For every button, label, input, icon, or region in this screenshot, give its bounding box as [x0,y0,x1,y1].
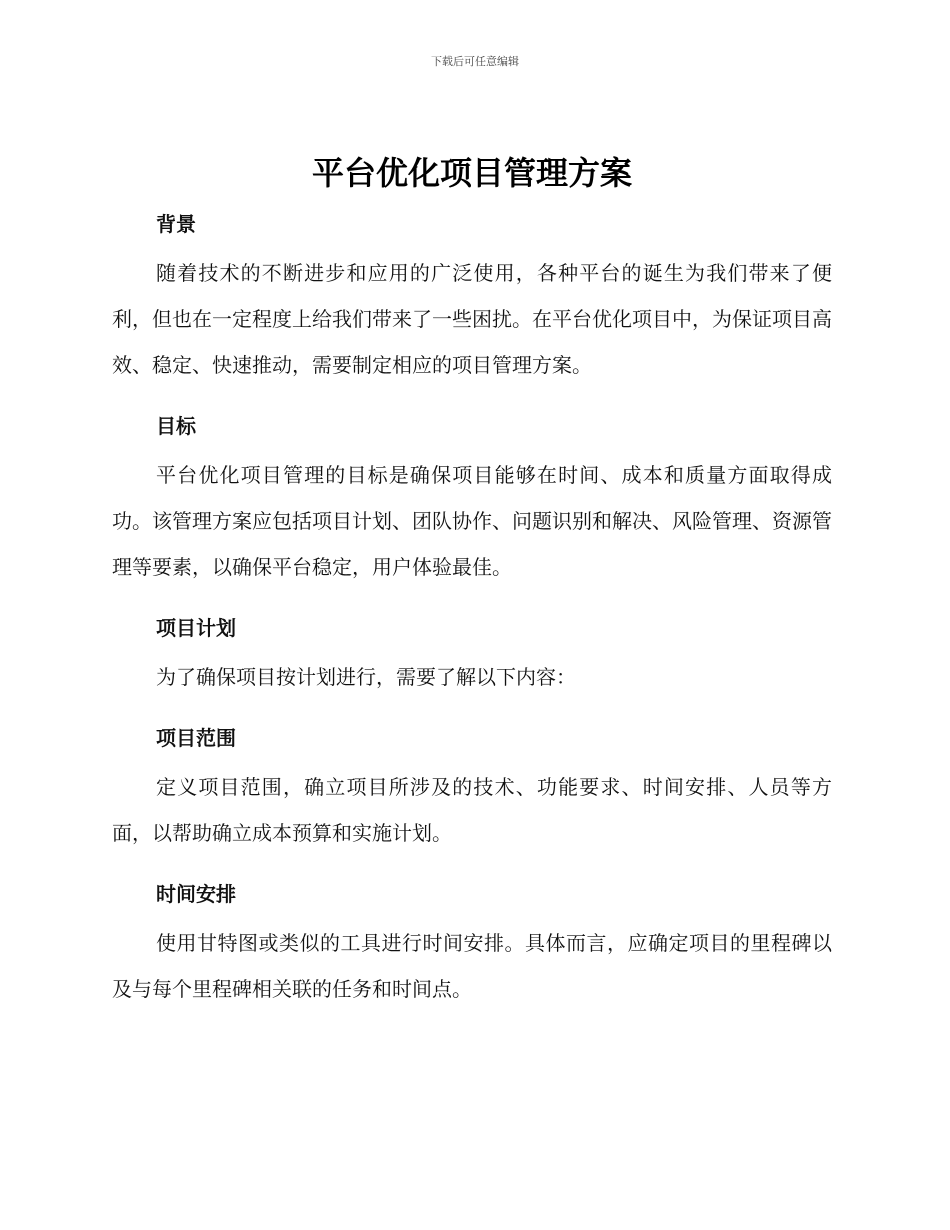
section-heading: 项目范围 [156,726,236,750]
section-heading: 目标 [156,414,196,438]
section-background [112,210,832,388]
section-paragraph: 随着技术的不断进步和应用的广泛使用，各种平台的诞生为我们带来了便利，但也在一定程度上给我们带来了一些困扰。在平台优化项目中，为保证项目高效、稳定、快速推动，需要制定相应的项目管理方案。 [112,261,832,377]
section-heading: 时间安排 [156,882,236,906]
section-heading: 背景 [156,212,196,236]
section-paragraph: 为了确保项目按计划进行，需要了解以下内容： [156,665,576,689]
section-paragraph: 使用甘特图或类似的工具进行时间安排。具体而言，应确定项目的里程碑以及与每个里程碑相关联的任务和时间点。 [112,931,832,1001]
section-heading: 项目计划 [156,616,236,640]
section-project-scope [112,724,832,856]
section-schedule [112,880,832,1012]
header-note: 下载后可任意编辑 [431,55,519,68]
document-title: 平台优化项目管理方案 [311,154,632,192]
section-project-plan [112,614,832,700]
section-goal [112,412,832,590]
section-paragraph: 定义项目范围，确立项目所涉及的技术、功能要求、时间安排、人员等方面，以帮助确立成本预算和实施计划。 [112,775,832,845]
document-body [112,150,832,1036]
section-paragraph: 平台优化项目管理的目标是确保项目能够在时间、成本和质量方面取得成功。该管理方案应包括项目计划、团队协作、问题识别和解决、风险管理、资源管理等要素，以确保平台稳定，用户体验最佳。 [112,463,832,579]
